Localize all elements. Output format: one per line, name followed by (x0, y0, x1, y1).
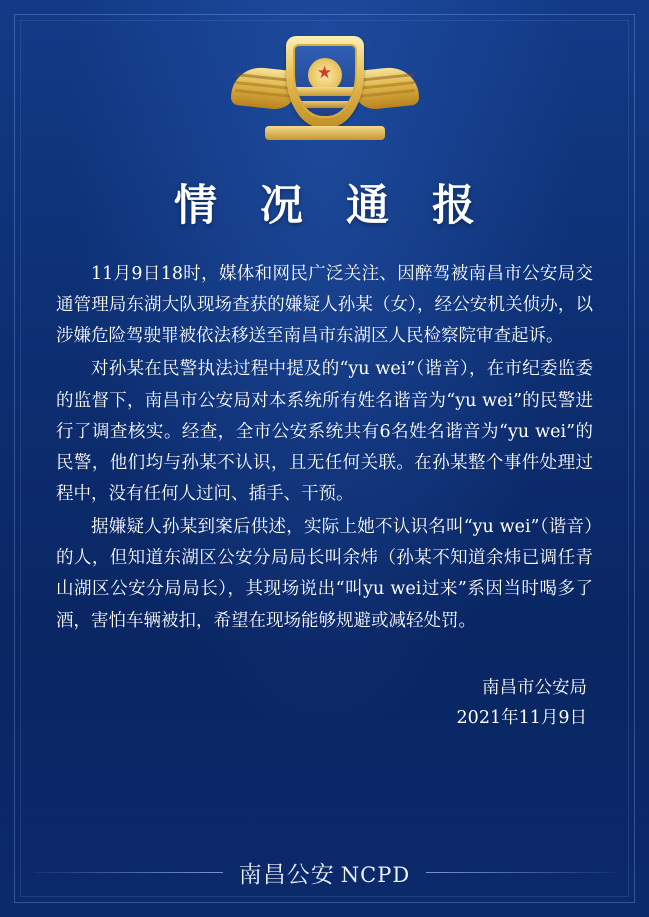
paragraph-3: 据嫌疑人孙某到案后供述，实际上她不认识名叫“yu wei”（谐音）的人，但知道东湖区公安分局局长叫余炜（孙某不知道余炜已调任青山湖区公安分局局长），其现场说出“叫yu wei过来”系因当时喝多了酒，害怕车辆被扣，希望在现场能够规避或减轻处罚。 (56, 517, 593, 631)
paragraph-2: 对孙某在民警执法过程中提及的“yu wei”（谐音），在市纪委监委的监督下，南昌市公安局对本系统所有姓名谐音为“yu wei”的民警进行了调查核实。经查，全市公安系统共有6名姓名谐音为“yu wei”的民警，他们均与孙某不认识，且无任何关联。在孙某整个事件处理过程中，没有任何人过问、插手、干预。 (56, 359, 593, 504)
footer-divider-left (34, 872, 223, 873)
badge-base-icon (265, 126, 385, 140)
footer-bar (0, 856, 649, 889)
signature-block (0, 673, 587, 734)
badge-band-lower (293, 101, 357, 108)
notice-body (56, 259, 593, 637)
signature-organization: 南昌市公安局 (482, 677, 587, 698)
badge-shield-inner (293, 44, 357, 118)
footer-brand-cn: 南昌公安 (238, 862, 335, 888)
footer-divider-right (426, 872, 615, 873)
signature-date: 2021年11月9日 (456, 708, 587, 729)
badge-band-upper (293, 87, 357, 96)
footer-brand-en: NCPD (340, 863, 411, 887)
badge-shield-icon (286, 36, 364, 128)
badge-star-icon: ★ (316, 63, 333, 82)
footer-brand (223, 856, 426, 889)
paragraph-1: 11月9日18时，媒体和网民广泛关注、因醉驾被南昌市公安局交通管理局东湖大队现场查获的嫌疑人孙某（女），经公安机关侦办，以涉嫌危险驾驶罪被依法移送至南昌市东湖区人民检察院审查起诉。 (56, 264, 593, 347)
page-title: 情 况 通 报 (174, 181, 489, 231)
police-badge-icon (231, 34, 419, 138)
emblem-container (0, 0, 649, 138)
